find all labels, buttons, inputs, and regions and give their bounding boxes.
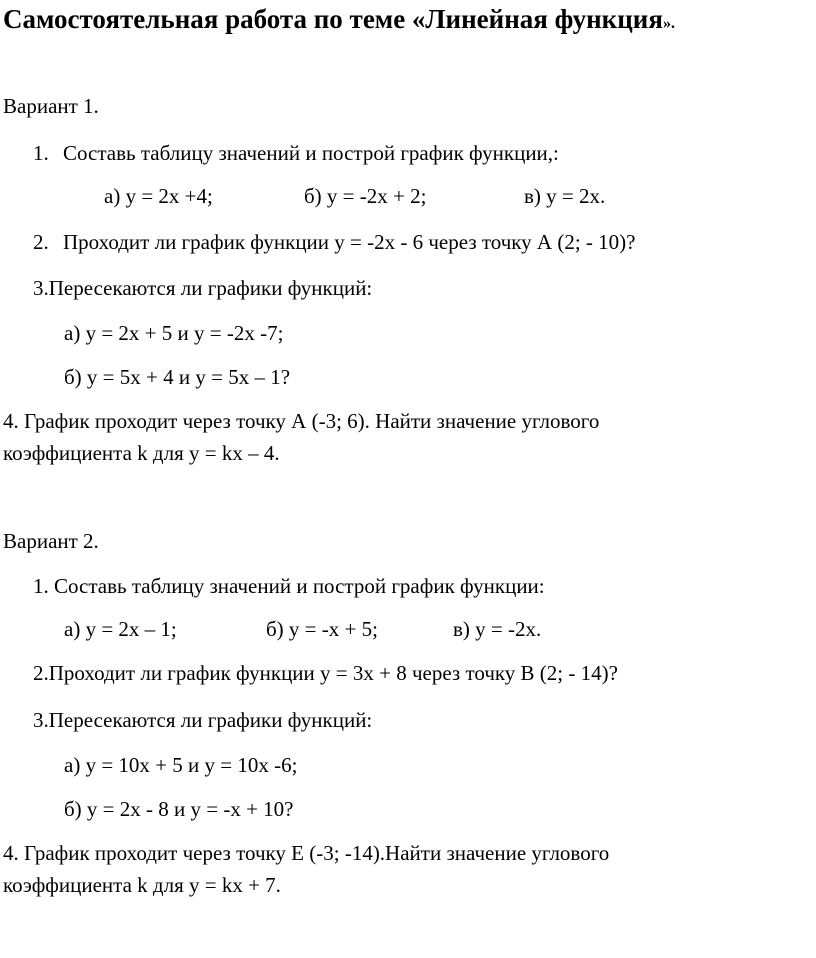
v1-task3-option-a: а) у = 2х + 5 и у = -2х -7; [64, 321, 284, 345]
v1-task1-option-a: а) у = 2х +4; [104, 184, 213, 208]
v1-task2 [33, 229, 636, 255]
v2-task1-option-c: в) у = -2х. [453, 617, 542, 641]
v1-task1-option-b: б) у = -2х + 2; [304, 184, 427, 208]
variant-2-heading: Вариант 2. [3, 529, 99, 553]
v2-task2-text: 2.Проходит ли график функции у = 3х + 8 через точку В (2; - 14)? [33, 661, 618, 685]
page-title [3, 2, 675, 41]
v1-task1 [33, 140, 559, 166]
v2-task3-option-a: а) у = 10х + 5 и у = 10х -6; [64, 753, 298, 777]
v1-task1-option-c: в) у = 2х. [524, 184, 606, 208]
v1-task4-line1: 4. График проходит через точку А (-3; 6). Найти значение углового [3, 409, 600, 433]
page-title-main: Самостоятельная работа по теме «Линейная функция [3, 4, 663, 34]
v1-task1-number: 1. [33, 141, 49, 165]
v2-task1-option-b: б) у = -х + 5; [266, 617, 378, 641]
v2-task3-option-b: б) у = 2х - 8 и у = -х + 10? [64, 797, 294, 821]
v1-task2-number: 2. [33, 230, 49, 254]
v2-task3-text: 3.Пересекаются ли графики функций: [33, 708, 373, 732]
v1-task1-text: Составь таблицу значений и построй график функции,: [63, 141, 559, 165]
v2-task4-line1: 4. График проходит через точку Е (-3; -14).Найти значение углового [3, 841, 610, 865]
v1-task4-line2: коэффициента k для у = kx – 4. [3, 441, 280, 465]
page-title-tail: ». [662, 15, 675, 32]
v2-task1-text: 1. Составь таблицу значений и построй график функции: [33, 574, 545, 598]
variant-1-heading: Вариант 1. [3, 94, 99, 118]
v1-task2-text: Проходит ли график функции у = -2х - 6 через точку А (2; - 10)? [63, 230, 636, 254]
v1-task3-text: 3.Пересекаются ли графики функций: [33, 276, 373, 300]
v1-task3-option-b: б) у = 5х + 4 и у = 5х – 1? [64, 365, 291, 389]
v2-task4-line2: коэффициента k для у = kx + 7. [3, 873, 281, 897]
v2-task1-option-a: а) у = 2х – 1; [64, 617, 177, 641]
